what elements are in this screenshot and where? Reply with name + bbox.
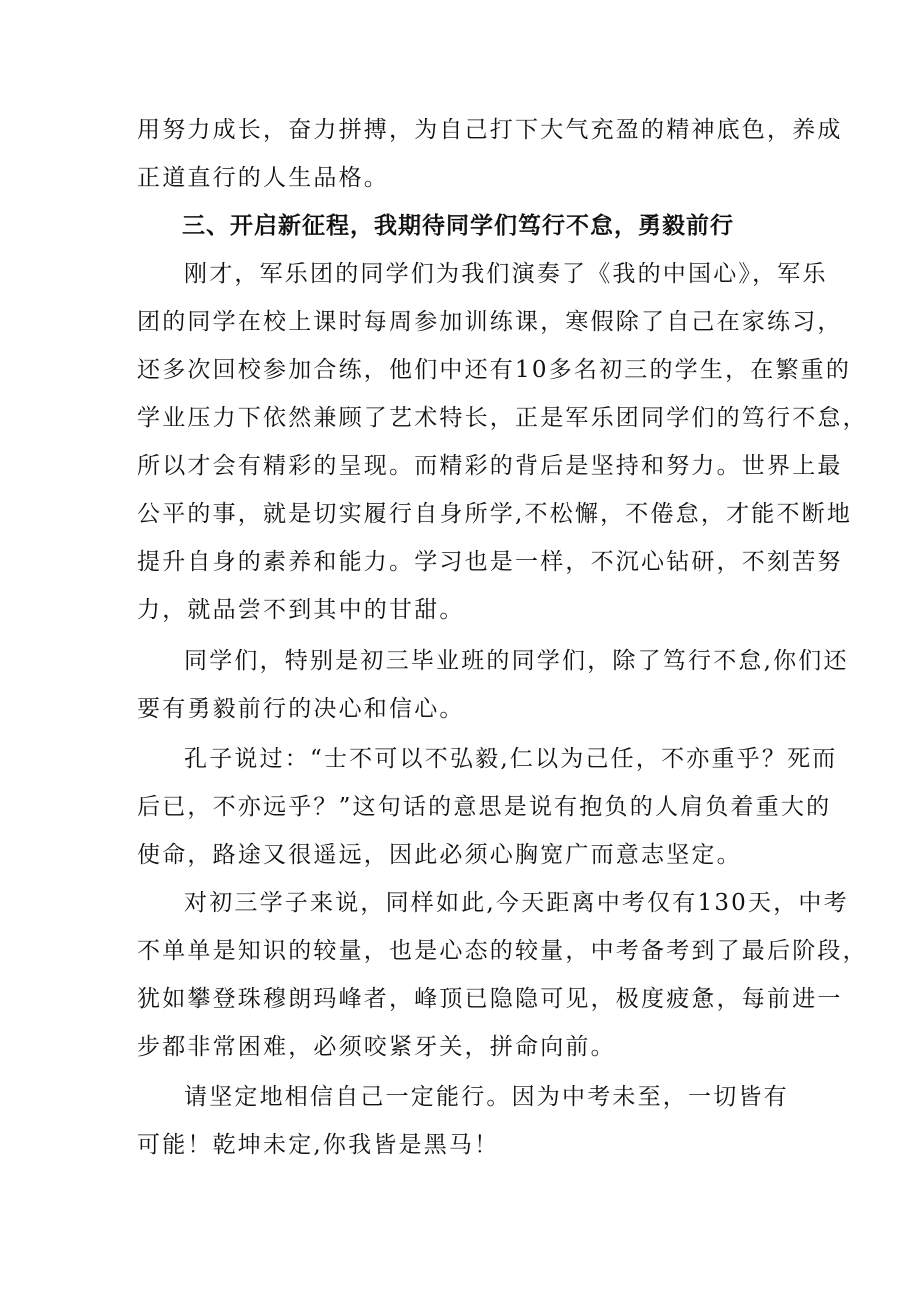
text-line: 同学们，特别是初三毕业班的同学们，除了笃行不怠,你们还 xyxy=(184,648,849,674)
text-line: 用努力成长，奋力拼搏，为自己打下大气充盈的精神底色，养成 xyxy=(137,117,843,143)
text-line: 孔子说过：“士不可以不弘毅,仁以为己任，不亦重乎？死而 xyxy=(184,746,838,772)
text-line: 犹如攀登珠穆朗玛峰者，峰顶已隐隐可见，极度疲惫，每前进一 xyxy=(137,986,843,1012)
text-line: 对初三学子来说，同样如此,今天距离中考仅有130天，中考 xyxy=(184,890,849,916)
text-line: 还多次回校参加合练，他们中还有10多名初三的学生，在繁重的 xyxy=(137,357,852,383)
text-line: 提升自身的素养和能力。学习也是一样，不沉心钻研，不刻苦努 xyxy=(137,549,843,575)
text-line: 使命，路途又很遥远，因此必须心胸宽广而意志坚定。 xyxy=(137,842,742,868)
text-line: 所以才会有精彩的呈现。而精彩的背后是坚持和努力。世界上最 xyxy=(137,453,843,479)
text-line: 刚才，军乐团的同学们为我们演奏了《我的中国心》，军乐 xyxy=(184,261,828,287)
text-line: 可能！乾坤未定,你我皆是黑马！ xyxy=(137,1132,500,1158)
text-line: 步都非常困难，必须咬紧牙关，拼命向前。 xyxy=(137,1034,616,1060)
text-line: 力，就品尝不到其中的甘甜。 xyxy=(137,597,465,623)
section-heading: 三、开启新征程，我期待同学们笃行不怠，勇毅前行 xyxy=(182,213,734,239)
text-line: 学业压力下依然兼顾了艺术特长，正是军乐团同学们的笃行不怠， xyxy=(137,405,868,431)
text-line: 要有勇毅前行的决心和信心。 xyxy=(137,696,465,722)
text-line: 正道直行的人生品格。 xyxy=(137,165,389,191)
text-line: 团的同学在校上课时每周参加训练课，寒假除了自己在家练习， xyxy=(137,309,843,335)
text-line: 不单单是知识的较量，也是心态的较量，中考备考到了最后阶段， xyxy=(137,938,868,964)
text-line: 后已，不亦远乎？”这句话的意思是说有抱负的人肩负着重大的 xyxy=(137,794,832,820)
text-line: 公平的事，就是切实履行自身所学,不松懈，不倦怠，才能不断地 xyxy=(137,501,853,527)
text-line: 请坚定地相信自己一定能行。因为中考未至，一切皆有 xyxy=(184,1084,789,1110)
